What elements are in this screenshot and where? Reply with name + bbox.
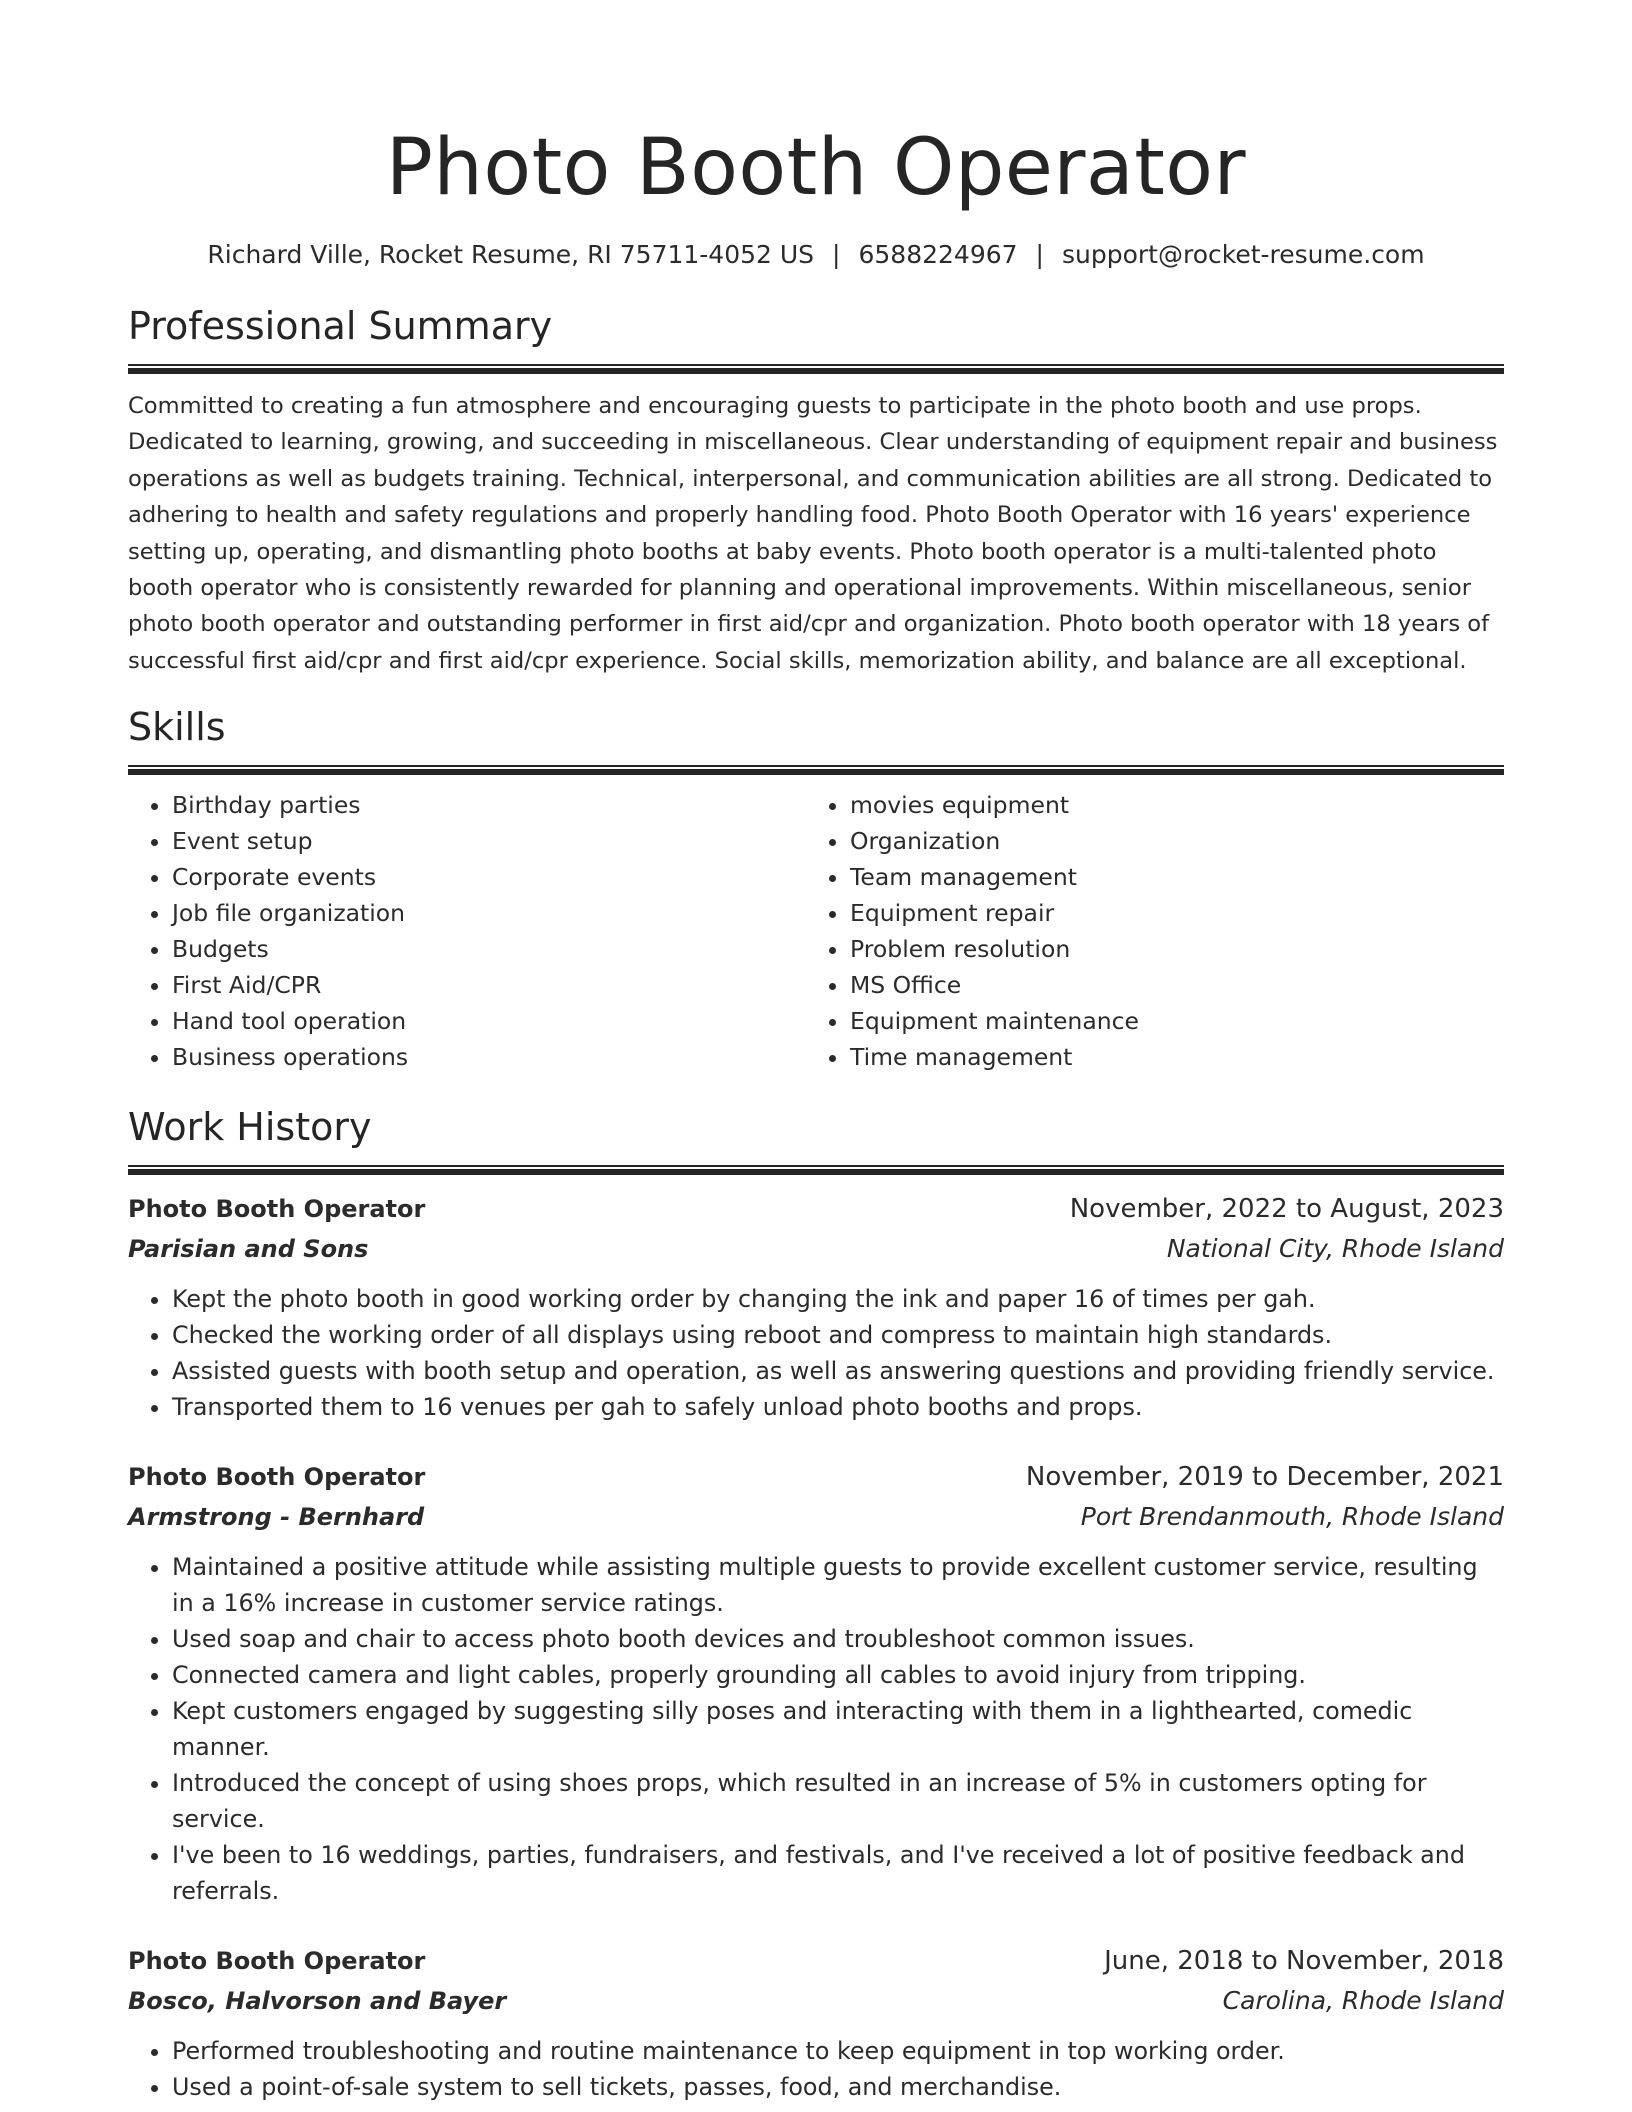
job-bullet: • Used a point-of-sale system to sell tickets, passes, food, and merchandise.	[172, 2069, 1504, 2105]
section-title-work-history: Work History	[128, 1105, 372, 1150]
skill-item: • Equipment repair	[850, 895, 1484, 931]
job-company: Bosco, Halvorson and Bayer	[128, 1987, 507, 2016]
job-entry	[128, 1457, 1504, 1909]
skill-item: • Team management	[850, 859, 1484, 895]
resume-page	[128, 0, 1504, 2105]
contact-line	[128, 238, 1504, 272]
skill-item: • MS Office	[850, 967, 1484, 1003]
job-location: Carolina, Rhode Island	[1222, 1986, 1504, 2016]
job-header-row	[128, 1941, 1504, 1981]
summary-text: Committed to creating a fun atmosphere and encouraging guests to participate in the photo booth and use props. Dedicated to learning, growing, and succeeding in miscellaneous. Clear understanding of equipment repair and business operations as well as budgets training. Technical, interpersonal, and communication abilities are all strong. Dedicated to adhering to health and safety regulations and properly handling food. Photo Booth Operator with 16 years' experience setting up, operating, and dismantling photo booths at baby events. Photo booth operator is a multi-talented photo booth operator who is consistently rewarded for planning and operational improvements. Within miscellaneous, senior photo booth operator and outstanding performer in first aid/cpr and organization. Photo booth operator with 18 years of successful first aid/cpr and first aid/cpr experience. Social skills, memorization ability, and balance are all exceptional.	[128, 393, 1498, 674]
job-bullet: • Checked the working order of all displays using reboot and compress to maintain high standards.	[172, 1317, 1504, 1353]
skill-item: • Time management	[850, 1039, 1484, 1075]
job-entry	[128, 1941, 1504, 2105]
job-bullet: • Kept customers engaged by suggesting silly poses and interacting with them in a lighthearted, comedic manner.	[172, 1693, 1504, 1765]
section-divider	[128, 765, 1504, 775]
job-bullet: • Performed troubleshooting and routine maintenance to keep equipment in top working order.	[172, 2033, 1504, 2069]
job-bullet: • Assisted guests with booth setup and operation, as well as answering questions and providing friendly service.	[172, 1353, 1504, 1389]
job-header-row	[128, 1457, 1504, 1497]
job-bullets	[128, 1281, 1504, 1425]
contact-phone: 6588224967	[858, 240, 1018, 269]
job-dates: November, 2019 to December, 2021	[1025, 1462, 1504, 1493]
job-company: Parisian and Sons	[128, 1235, 369, 1264]
summary-section	[128, 302, 1504, 679]
job-dates: November, 2022 to August, 2023	[1069, 1194, 1504, 1225]
job-location: Port Brendanmouth, Rhode Island	[1080, 1502, 1504, 1532]
contact-separator: |	[1035, 240, 1044, 269]
skills-column-left	[128, 787, 806, 1075]
skill-item: • Problem resolution	[850, 931, 1484, 967]
job-bullet: • Transported them to 16 venues per gah to safely unload photo booths and props.	[172, 1389, 1504, 1425]
skill-item: • Birthday parties	[172, 787, 806, 823]
job-title: Photo Booth Operator	[128, 1195, 426, 1224]
job-subheader-row	[128, 1497, 1504, 1537]
skill-item: • Event setup	[172, 823, 806, 859]
skill-item: • Budgets	[172, 931, 806, 967]
section-divider	[128, 364, 1504, 374]
job-bullets	[128, 1549, 1504, 1909]
skill-item: • First Aid/CPR	[172, 967, 806, 1003]
skills-list	[128, 787, 1504, 1075]
job-bullets	[128, 2033, 1504, 2105]
job-subheader-row	[128, 1981, 1504, 2021]
job-bullet: • Used soap and chair to access photo booth devices and troubleshoot common issues.	[172, 1621, 1504, 1657]
job-bullet: • I've been to 16 weddings, parties, fundraisers, and festivals, and I've received a lot of positive feedback and referrals.	[172, 1837, 1504, 1909]
skill-item: • Hand tool operation	[172, 1003, 806, 1039]
contact-email: support@rocket-resume.com	[1061, 240, 1425, 269]
job-entry	[128, 1189, 1504, 1425]
contact-address: Richard Ville, Rocket Resume, RI 75711-4052 US	[207, 240, 815, 269]
skill-item: • Organization	[850, 823, 1484, 859]
skill-item: • Corporate events	[172, 859, 806, 895]
skill-item: • Business operations	[172, 1039, 806, 1075]
job-title: Photo Booth Operator	[128, 1463, 426, 1492]
section-title-summary: Professional Summary	[128, 304, 553, 348]
job-bullet: • Kept the photo booth in good working order by changing the ink and paper 16 of times per gah.	[172, 1281, 1504, 1317]
section-divider	[128, 1165, 1504, 1175]
job-subheader-row	[128, 1229, 1504, 1269]
section-title-skills: Skills	[128, 705, 226, 750]
skills-section	[128, 703, 1504, 1075]
skills-column-right	[806, 787, 1484, 1075]
skill-item: • Job file organization	[172, 895, 806, 931]
job-bullet: • Introduced the concept of using shoes props, which resulted in an increase of 5% in customers opting for service.	[172, 1765, 1504, 1837]
contact-separator: |	[832, 240, 841, 269]
job-dates: June, 2018 to November, 2018	[1104, 1946, 1504, 1977]
skill-item: • Equipment maintenance	[850, 1003, 1484, 1039]
job-title: Photo Booth Operator	[128, 1947, 426, 1976]
job-bullet: • Connected camera and light cables, properly grounding all cables to avoid injury from tripping.	[172, 1657, 1504, 1693]
resume-name: Photo Booth Operator	[385, 123, 1247, 213]
job-header-row	[128, 1189, 1504, 1229]
job-location: National City, Rhode Island	[1166, 1234, 1504, 1264]
job-company: Armstrong - Bernhard	[128, 1503, 425, 1532]
skill-item: • movies equipment	[850, 787, 1484, 823]
job-bullet: • Maintained a positive attitude while assisting multiple guests to provide excellent customer service, resulting in a 16% increase in customer service ratings.	[172, 1549, 1504, 1621]
work-history-section	[128, 1103, 1504, 2105]
